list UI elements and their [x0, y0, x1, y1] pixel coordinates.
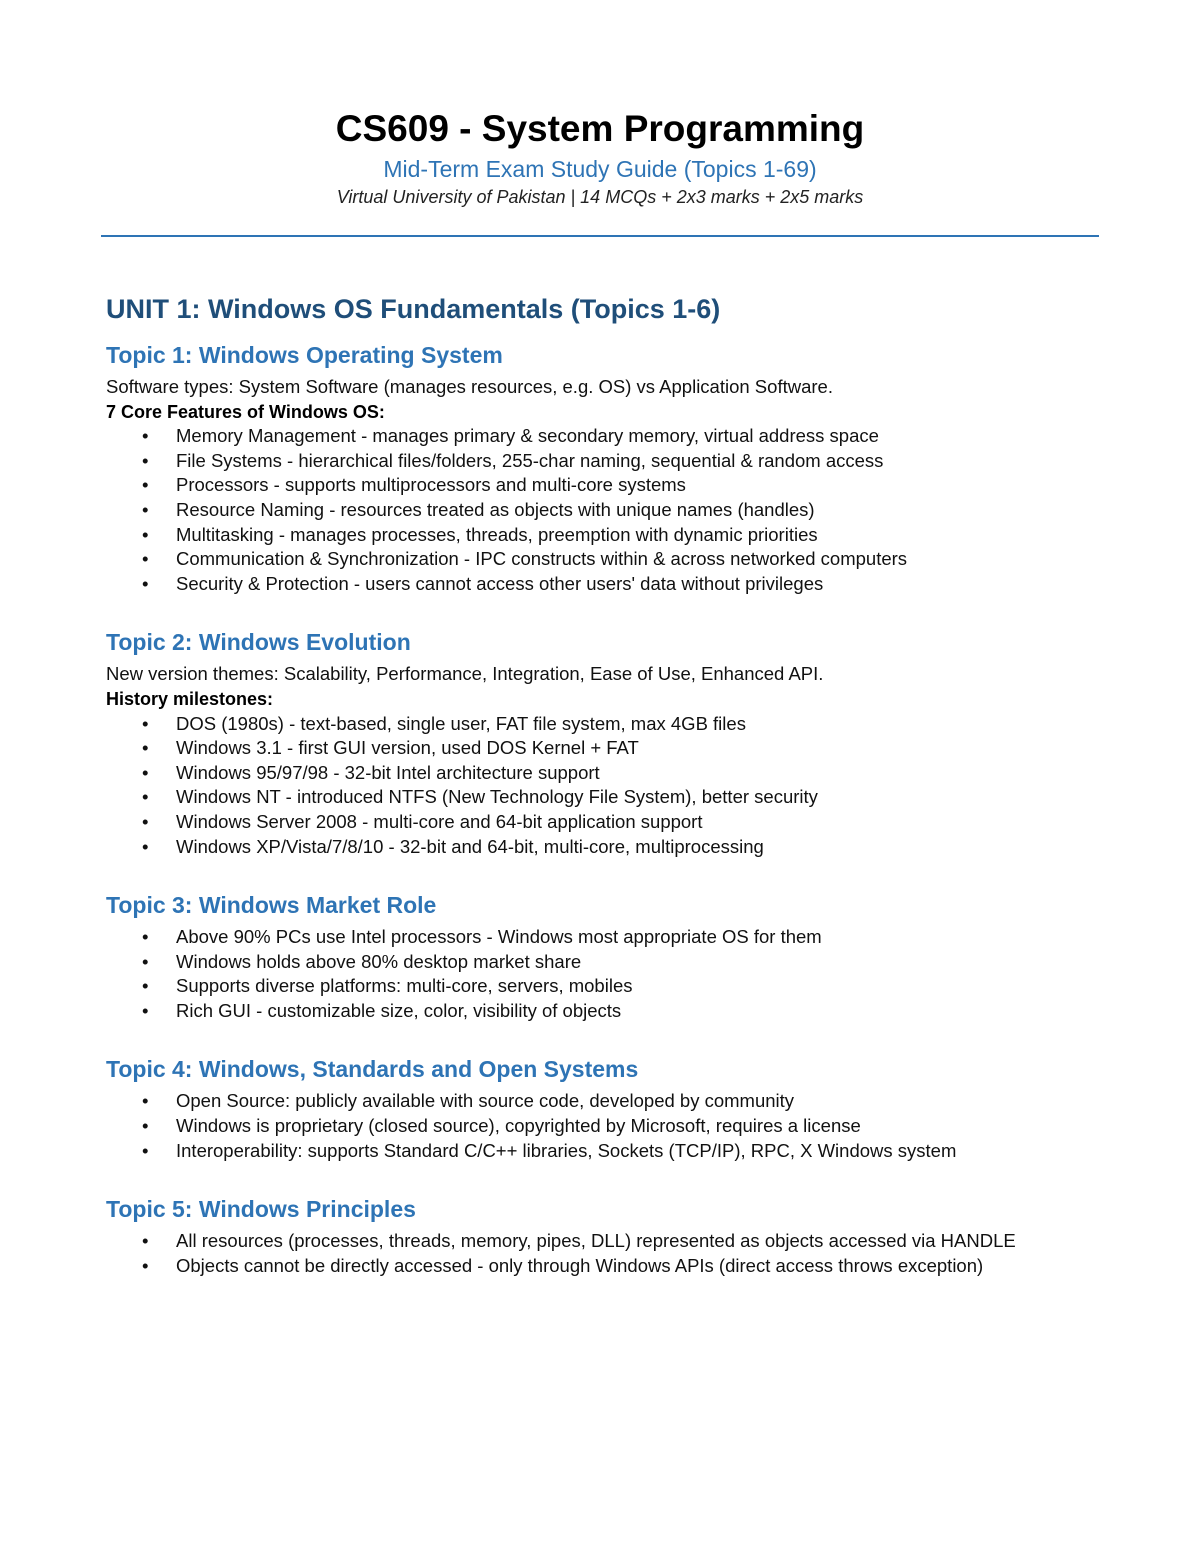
- topic-list-label: History milestones:: [106, 688, 274, 709]
- list-item: [106, 761, 1106, 786]
- list-item-text: Windows 95/97/98 - 32-bit Intel architecture support: [176, 761, 600, 783]
- list-item: [106, 835, 1106, 860]
- bullet-icon: •: [142, 1230, 149, 1252]
- bullet-icon: •: [142, 425, 149, 447]
- list-item: [106, 712, 1106, 737]
- document-subtitle: Mid-Term Exam Study Guide (Topics 1-69): [383, 156, 817, 182]
- list-item: [106, 810, 1106, 835]
- list-item: [106, 1114, 1106, 1139]
- list-item: [106, 449, 1106, 474]
- bullet-icon: •: [142, 449, 149, 471]
- topic-list-label: 7 Core Features of Windows OS:: [106, 401, 385, 422]
- list-item: [106, 925, 1106, 950]
- topic-heading: Topic 2: Windows Evolution: [106, 629, 411, 656]
- list-item: [106, 424, 1106, 449]
- topic-heading: Topic 5: Windows Principles: [106, 1196, 416, 1223]
- list-item: [106, 1089, 1106, 1114]
- bullet-icon: •: [142, 761, 149, 783]
- list-item: [106, 1139, 1106, 1164]
- bullet-icon: •: [142, 498, 149, 520]
- bullet-icon: •: [142, 926, 149, 948]
- bullet-icon: •: [142, 548, 149, 570]
- list-item: [106, 523, 1106, 548]
- bullet-icon: •: [142, 950, 149, 972]
- list-item-text: Supports diverse platforms: multi-core, servers, mobiles: [176, 975, 633, 997]
- list-item: [106, 950, 1106, 975]
- list-item: [106, 473, 1106, 498]
- list-item-text: Interoperability: supports Standard C/C++ libraries, Sockets (TCP/IP), RPC, X Windows system: [176, 1139, 957, 1161]
- list-item-text: All resources (processes, threads, memory, pipes, DLL) represented as objects accessed via HANDLE: [176, 1230, 1016, 1252]
- list-item-text: Windows XP/Vista/7/8/10 - 32-bit and 64-bit, multi-core, multiprocessing: [176, 835, 764, 857]
- bullet-icon: •: [142, 523, 149, 545]
- bullet-icon: •: [142, 1090, 149, 1112]
- header-divider: [101, 235, 1099, 237]
- document-title: CS609 - System Programming: [335, 108, 865, 149]
- document-meta: Virtual University of Pakistan | 14 MCQs + 2x3 marks + 2x5 marks: [336, 187, 864, 207]
- list-item: [106, 1229, 1106, 1254]
- unit-heading: UNIT 1: Windows OS Fundamentals (Topics 1-6): [106, 294, 721, 324]
- list-item-text: Resource Naming - resources treated as objects with unique names (handles): [176, 498, 815, 520]
- list-item-text: Memory Management - manages primary & secondary memory, virtual address space: [176, 425, 879, 447]
- topic-section-4: [106, 1051, 1106, 1163]
- list-item: [106, 547, 1106, 572]
- list-item-text: Security & Protection - users cannot access other users' data without privileges: [176, 572, 824, 594]
- list-item: [106, 785, 1106, 810]
- topic-intro: Software types: System Software (manages resources, e.g. OS) vs Application Software.: [106, 376, 833, 397]
- bullet-list: [106, 1229, 1106, 1278]
- list-item-text: File Systems - hierarchical files/folders, 255-char naming, sequential & random access: [176, 449, 884, 471]
- bullet-list: [106, 925, 1106, 1023]
- list-item: [106, 572, 1106, 597]
- bullet-list: [106, 424, 1106, 596]
- list-item-text: Above 90% PCs use Intel processors - Windows most appropriate OS for them: [176, 926, 822, 948]
- list-item-text: Windows 3.1 - first GUI version, used DOS Kernel + FAT: [176, 737, 639, 759]
- bullet-icon: •: [142, 835, 149, 857]
- list-item-text: Windows holds above 80% desktop market share: [176, 950, 582, 972]
- list-item: [106, 999, 1106, 1024]
- list-item-text: Processors - supports multiprocessors and multi-core systems: [176, 474, 686, 496]
- bullet-icon: •: [142, 975, 149, 997]
- list-item: [106, 498, 1106, 523]
- list-item-text: Communication & Synchronization - IPC constructs within & across networked computers: [176, 548, 908, 570]
- list-item-text: Windows is proprietary (closed source), copyrighted by Microsoft, requires a license: [176, 1115, 861, 1137]
- topic-section-1: [106, 337, 1106, 596]
- list-item-text: DOS (1980s) - text-based, single user, FAT file system, max 4GB files: [176, 712, 746, 734]
- bullet-icon: •: [142, 999, 149, 1021]
- bullet-icon: •: [142, 1115, 149, 1137]
- bullet-icon: •: [142, 572, 149, 594]
- list-item-text: Windows NT - introduced NTFS (New Technology File System), better security: [176, 786, 818, 808]
- topic-section-5: [106, 1191, 1106, 1278]
- bullet-icon: •: [142, 737, 149, 759]
- list-item-text: Objects cannot be directly accessed - only through Windows APIs (direct access throws exception): [176, 1254, 984, 1276]
- topic-intro: New version themes: Scalability, Performance, Integration, Ease of Use, Enhanced API.: [106, 663, 824, 685]
- topic-heading: Topic 4: Windows, Standards and Open Systems: [106, 1056, 639, 1083]
- bullet-icon: •: [142, 1139, 149, 1161]
- topic-heading: Topic 3: Windows Market Role: [106, 892, 437, 919]
- list-item: [106, 736, 1106, 761]
- bullet-icon: •: [142, 474, 149, 496]
- list-item: [106, 974, 1106, 999]
- bullet-list: [106, 712, 1106, 860]
- list-item: [106, 1254, 1106, 1279]
- bullet-icon: •: [142, 712, 149, 734]
- list-item-text: Windows Server 2008 - multi-core and 64-bit application support: [176, 810, 703, 832]
- list-item-text: Open Source: publicly available with source code, developed by community: [176, 1090, 795, 1112]
- list-item-text: Rich GUI - customizable size, color, visibility of objects: [176, 999, 622, 1021]
- bullet-list: [106, 1089, 1106, 1163]
- bullet-icon: •: [142, 810, 149, 832]
- list-item-text: Multitasking - manages processes, threads, preemption with dynamic priorities: [176, 523, 818, 545]
- bullet-icon: •: [142, 786, 149, 808]
- topic-heading: Topic 1: Windows Operating System: [106, 342, 503, 368]
- document-body: [106, 287, 1106, 1278]
- topic-section-3: [106, 887, 1106, 1023]
- bullet-icon: •: [142, 1254, 149, 1276]
- topic-section-2: [106, 624, 1106, 859]
- document-header: [0, 104, 1200, 210]
